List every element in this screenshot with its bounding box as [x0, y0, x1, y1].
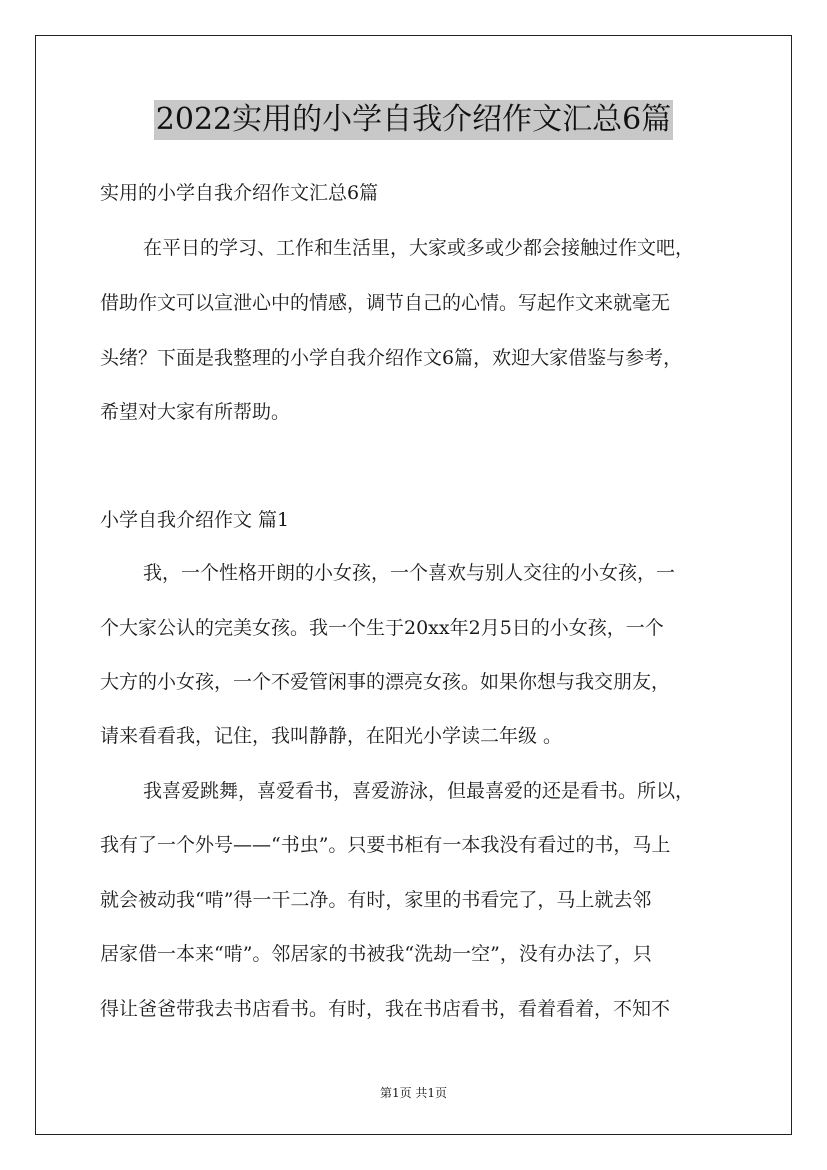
title-container [0, 100, 827, 140]
para2-line-2: 我有了一个外号——“书虫”。只要书柜有一本我没有看过的书，马上 [100, 834, 671, 856]
intro-line-2: 借助作文可以宣泄心中的情感，调节自己的心情。写起作文来就毫无 [100, 292, 671, 314]
page-footer: 第1页 共1页 [379, 1086, 448, 1100]
document-title: 2022实用的小学自我介绍作文汇总6篇 [154, 100, 673, 140]
para2-line-5: 得让爸爸带我去书店看书。有时，我在书店看书，看着看着，不知不 [100, 998, 671, 1020]
para2-line-4: 居家借一本来“啃”。邻居家的书被我“洗劫一空”，没有办法了，只 [100, 943, 652, 965]
para1-line-2: 个大家公认的完美女孩。我一个生于20xx年2月5日的小女孩，一个 [100, 617, 664, 639]
document-subtitle: 实用的小学自我介绍作文汇总6篇 [100, 182, 379, 204]
para1-line-3: 大方的小女孩，一个不爱管闲事的漂亮女孩。如果你想与我交朋友， [100, 671, 671, 693]
para2-line-1: 我喜爱跳舞，喜爱看书，喜爱游泳，但最喜爱的还是看书。所以， [143, 780, 695, 802]
para2-line-3: 就会被动我“啃”得一干二净。有时，家里的书看完了，马上就去邻 [100, 889, 652, 911]
intro-line-4: 希望对大家有所帮助。 [100, 401, 291, 423]
intro-line-1: 在平日的学习、工作和生活里，大家或多或少都会接触过作文吧， [143, 237, 695, 259]
intro-line-3: 头绪？下面是我整理的小学自我介绍作文6篇，欢迎大家借鉴与参考， [100, 347, 683, 369]
para1-line-4: 请来看看我，记住，我叫静静，在阳光小学读二年级 。 [100, 725, 563, 747]
section-heading: 小学自我介绍作文 篇1 [100, 509, 290, 531]
para1-line-1: 我，一个性格开朗的小女孩，一个喜欢与别人交往的小女孩，一 [143, 562, 676, 584]
